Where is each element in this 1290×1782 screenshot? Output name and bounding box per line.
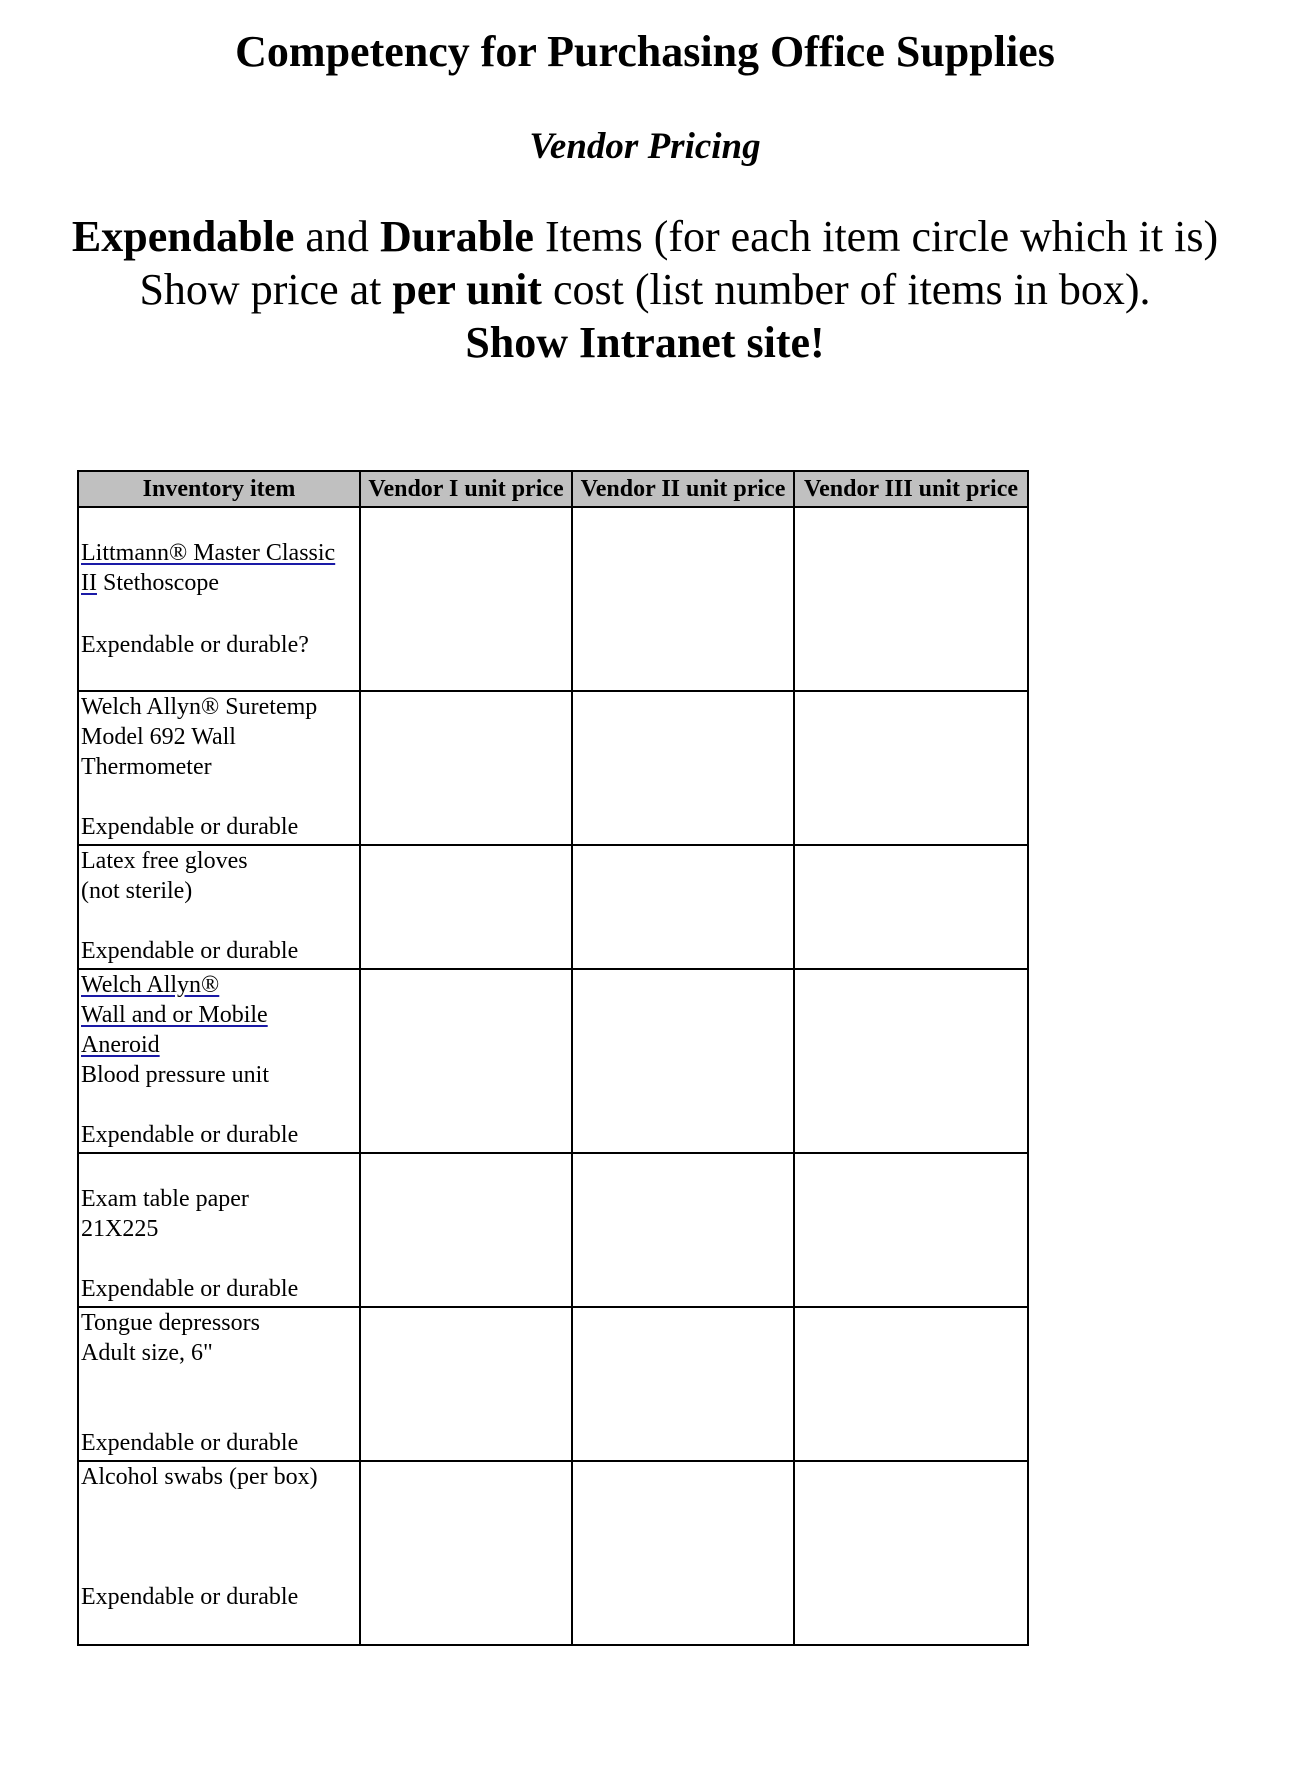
vendor-3-price-cell[interactable] — [794, 1461, 1028, 1645]
instruction-text: cost (list number of items in box). — [541, 265, 1151, 314]
column-header-vendor-1: Vendor I unit price — [360, 471, 572, 507]
vendor-2-price-cell[interactable] — [572, 691, 794, 845]
expendable-or-durable-question: Expendable or durable — [81, 1430, 299, 1456]
instruction-text: and — [294, 212, 380, 261]
item-name-line: Tongue depressors — [81, 1310, 260, 1336]
expendable-or-durable-question: Expendable or durable — [81, 1584, 299, 1610]
vendor-3-price-cell[interactable] — [794, 845, 1028, 969]
vendor-1-price-cell[interactable] — [360, 845, 572, 969]
vendor-2-price-cell[interactable] — [572, 1461, 794, 1645]
inventory-item-cell — [78, 1307, 360, 1461]
item-name-line: 21X225 — [81, 1216, 159, 1242]
table-row — [78, 845, 1028, 969]
per-unit-label: per unit — [392, 265, 542, 314]
expendable-or-durable-question: Expendable or durable — [81, 938, 299, 964]
inventory-item-cell — [78, 507, 360, 691]
vendor-2-price-cell[interactable] — [572, 507, 794, 691]
instruction-line-3 — [70, 316, 1220, 369]
inventory-item-cell — [78, 1153, 360, 1307]
item-name-line: Adult size, 6" — [81, 1340, 213, 1366]
table-row — [78, 1461, 1028, 1645]
durable-label: Durable — [379, 212, 534, 261]
vendor-1-price-cell[interactable] — [360, 691, 572, 845]
item-name — [81, 692, 357, 782]
blood-pressure-unit-link[interactable]: Wall and or Mobile — [81, 1002, 268, 1028]
item-name — [81, 846, 357, 906]
table-row — [78, 1307, 1028, 1461]
inventory-item-cell — [78, 1461, 360, 1645]
vendor-1-price-cell[interactable] — [360, 1153, 572, 1307]
item-name-line: Exam table paper — [81, 1186, 249, 1212]
instruction-line-2 — [70, 263, 1220, 316]
vendor-2-price-cell[interactable] — [572, 1307, 794, 1461]
vendor-3-price-cell[interactable] — [794, 1307, 1028, 1461]
table-row — [78, 691, 1028, 845]
expendable-or-durable-question: Expendable or durable — [81, 1276, 299, 1302]
table-row — [78, 507, 1028, 691]
stethoscope-link[interactable]: Littmann® Master Classic — [81, 540, 336, 566]
vendor-1-price-cell[interactable] — [360, 1307, 572, 1461]
inventory-pricing-table — [77, 470, 1029, 1646]
vendor-3-price-cell[interactable] — [794, 969, 1028, 1153]
table-header-row — [78, 471, 1028, 507]
vendor-2-price-cell[interactable] — [572, 845, 794, 969]
blood-pressure-unit-link[interactable]: Aneroid — [81, 1032, 160, 1058]
item-name-line: Welch Allyn® Suretemp — [81, 694, 318, 720]
column-header-vendor-2: Vendor II unit price — [572, 471, 794, 507]
expendable-or-durable-question: Expendable or durable — [81, 814, 299, 840]
expendable-label: Expendable — [71, 212, 295, 261]
vendor-1-price-cell[interactable] — [360, 507, 572, 691]
item-name-line: Alcohol swabs (per box) — [81, 1464, 318, 1490]
expendable-or-durable-question: Expendable or durable? — [81, 632, 309, 658]
vendor-3-price-cell[interactable] — [794, 507, 1028, 691]
vendor-2-price-cell[interactable] — [572, 969, 794, 1153]
stethoscope-link-cont[interactable]: II — [81, 570, 97, 596]
item-name — [81, 538, 357, 598]
blood-pressure-unit-link[interactable]: Welch Allyn® — [81, 972, 220, 998]
item-name-line: Model 692 Wall — [81, 724, 236, 750]
page-title: Competency for Purchasing Office Supplies — [235, 27, 1055, 76]
instruction-line-1 — [70, 210, 1220, 263]
intranet-note: Show Intranet site! — [465, 318, 825, 367]
item-name — [81, 1308, 357, 1368]
instructions — [70, 210, 1220, 369]
item-name — [81, 1184, 357, 1244]
vendor-3-price-cell[interactable] — [794, 1153, 1028, 1307]
item-name — [81, 970, 357, 1090]
inventory-item-cell — [78, 691, 360, 845]
expendable-or-durable-question: Expendable or durable — [81, 1122, 299, 1148]
inventory-item-cell — [78, 845, 360, 969]
vendor-1-price-cell[interactable] — [360, 969, 572, 1153]
vendor-2-price-cell[interactable] — [572, 1153, 794, 1307]
column-header-vendor-3: Vendor III unit price — [794, 471, 1028, 507]
item-name-line: (not sterile) — [81, 878, 193, 904]
page-subtitle: Vendor Pricing — [529, 126, 761, 167]
item-name-line: Latex free gloves — [81, 848, 248, 874]
item-name-line: Thermometer — [81, 754, 212, 780]
table-row — [78, 1153, 1028, 1307]
item-name — [81, 1462, 357, 1492]
column-header-inventory-item: Inventory item — [78, 471, 360, 507]
item-name-line: Blood pressure unit — [81, 1062, 269, 1088]
instruction-text: Items (for each item circle which it is) — [533, 212, 1219, 261]
vendor-1-price-cell[interactable] — [360, 1461, 572, 1645]
item-name-text: Stethoscope — [96, 570, 219, 596]
inventory-item-cell — [78, 969, 360, 1153]
vendor-3-price-cell[interactable] — [794, 691, 1028, 845]
instruction-text: Show price at — [139, 265, 393, 314]
table-row — [78, 969, 1028, 1153]
